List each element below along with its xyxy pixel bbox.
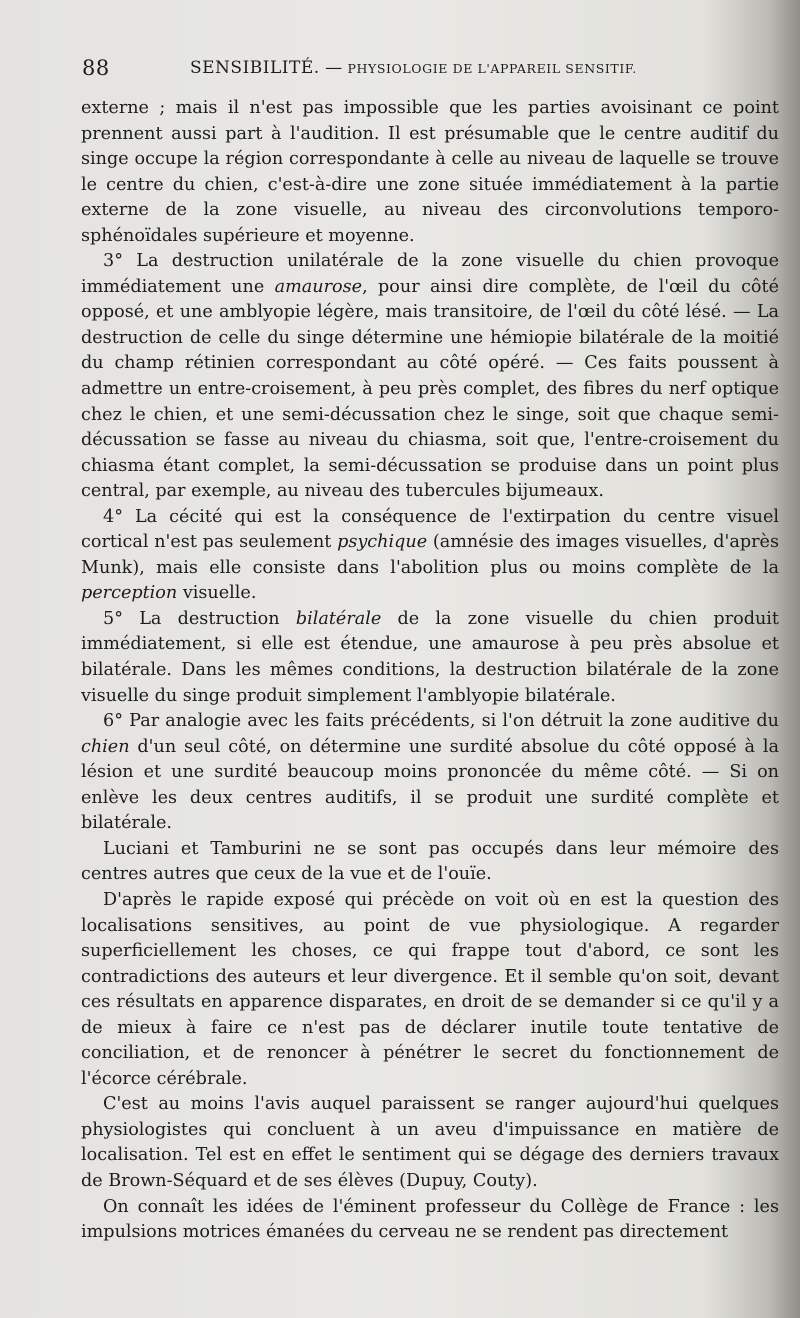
paragraph — [81, 505, 779, 607]
running-title — [190, 58, 637, 78]
text-run: d'un seul côté, on détermine une surdité absolue du côté opposé à la lésion et une surdité beaucoup moins prononcée du même côté. — Si on enlève les deux centres auditifs, il se produit une surdité complète et bilatérale. — [81, 736, 779, 834]
paragraph — [81, 607, 779, 709]
paragraph: C'est au moins l'avis auquel paraissent se ranger aujourd'hui quelques physiologistes qui concluent à un aveu d'impuissance en matière de localisation. Tel est en effet le sentiment qui se dégage des derniers travaux de Brown-Séquard et de ses élèves (Dupuy, Couty). — [81, 1094, 779, 1191]
paragraph — [81, 709, 779, 837]
paragraph: externe ; mais il n'est pas impossible que les parties avoisinant ce point prennent aussi part à l'audition. Il est présumable que le centre auditif du singe occupe la région correspondante à celle au niveau de laquelle se trouve le centre du chien, c'est-à-dire une zone située immédiatement à la partie externe de la zone visuelle, au niveau des circonvolutions temporo-sphénoïdales supérieure et moyenne. — [81, 98, 779, 246]
text-run: de la zone visuelle du chien produit immédiatement, si elle est étendue, une amaurose à peu près absolue et bilatérale. Dans les mêmes conditions, la destruction bilatérale de la zone visuelle du singe produit simplement l'amblyopie bilatérale. — [81, 608, 779, 706]
text-run: 6° Par analogie avec les faits précédents, si l'on détruit la zone auditive du — [103, 711, 779, 732]
text-run: visuelle. — [177, 583, 257, 604]
paragraph: Luciani et Tamburini ne se sont pas occupés dans leur mémoire des centres autres que ceux de la vue et de l'ouïe. — [81, 838, 779, 885]
text-run: , pour ainsi dire complète, de l'œil du côté opposé, et une amblyopie légère, mais transitoire, de l'œil du côté lésé. — La destruction de celle du singe détermine une hémiopie bilatérale de la moitié du champ rétinien correspondant au côté opéré. — Ces faits poussent à admettre un entre-croisement, à peu près complet, des fibres du nerf optique chez le chien, et une semi-décussation chez le singe, soit que chaque semi-décussation se fasse au niveau du chiasma, soit que, l'entre-croisement du chiasma étant complet, la semi-décussation se produise dans un point plus central, par exemple, au niveau des tubercules bijumeaux. — [81, 276, 779, 502]
text-run: (amnésie des images visuelles, d'après Munk), mais elle consiste dans l'abolition plus ou moins complète de la — [81, 532, 779, 578]
page-number: 88 — [82, 56, 110, 80]
text-run: 4° La cécité qui est la conséquence de l'extirpation du centre visuel cortical n'est pas seulement — [81, 506, 779, 553]
italic-term: psychique — [337, 532, 428, 553]
running-title-subtitle: PHYSIOLOGIE DE L'APPAREIL SENSITIF. — [347, 61, 637, 76]
body-text — [81, 96, 779, 1246]
paragraph: D'après le rapide exposé qui précède on voit où en est la question des localisations sensitives, au point de vue physiologique. A regarder superficiellement les choses, ce qui frappe tout d'abord, ce sont les contradictions des auteurs et leur divergence. Et il semble qu'on soit, devant ces résultats en apparence disparates, en droit de se demander si ce qu'il y a de mieux à faire ce n'est pas de déclarer inutile toute tentative de conciliation, et de renoncer à pénétrer le secret du fonctionnement de l'écorce cérébrale. — [81, 889, 779, 1089]
italic-term: amaurose — [274, 276, 363, 297]
italic-term: perception — [81, 583, 178, 604]
italic-term: chien — [81, 736, 130, 757]
italic-term: bilatérale — [295, 608, 382, 629]
running-title-main: SENSIBILITÉ. — [190, 58, 320, 78]
running-title-dash: — — [319, 58, 348, 78]
text-run: 3° La destruction unilatérale de la zone visuelle du chien provoque immédiatement une — [81, 251, 779, 297]
paragraph: On connaît les idées de l'éminent professeur du Collège de France : les impulsions motrices émanées du cerveau ne se rendent pas directement — [81, 1196, 779, 1243]
paragraph — [81, 249, 779, 504]
running-header — [82, 56, 782, 86]
text-run: 5° La destruction — [103, 608, 296, 629]
